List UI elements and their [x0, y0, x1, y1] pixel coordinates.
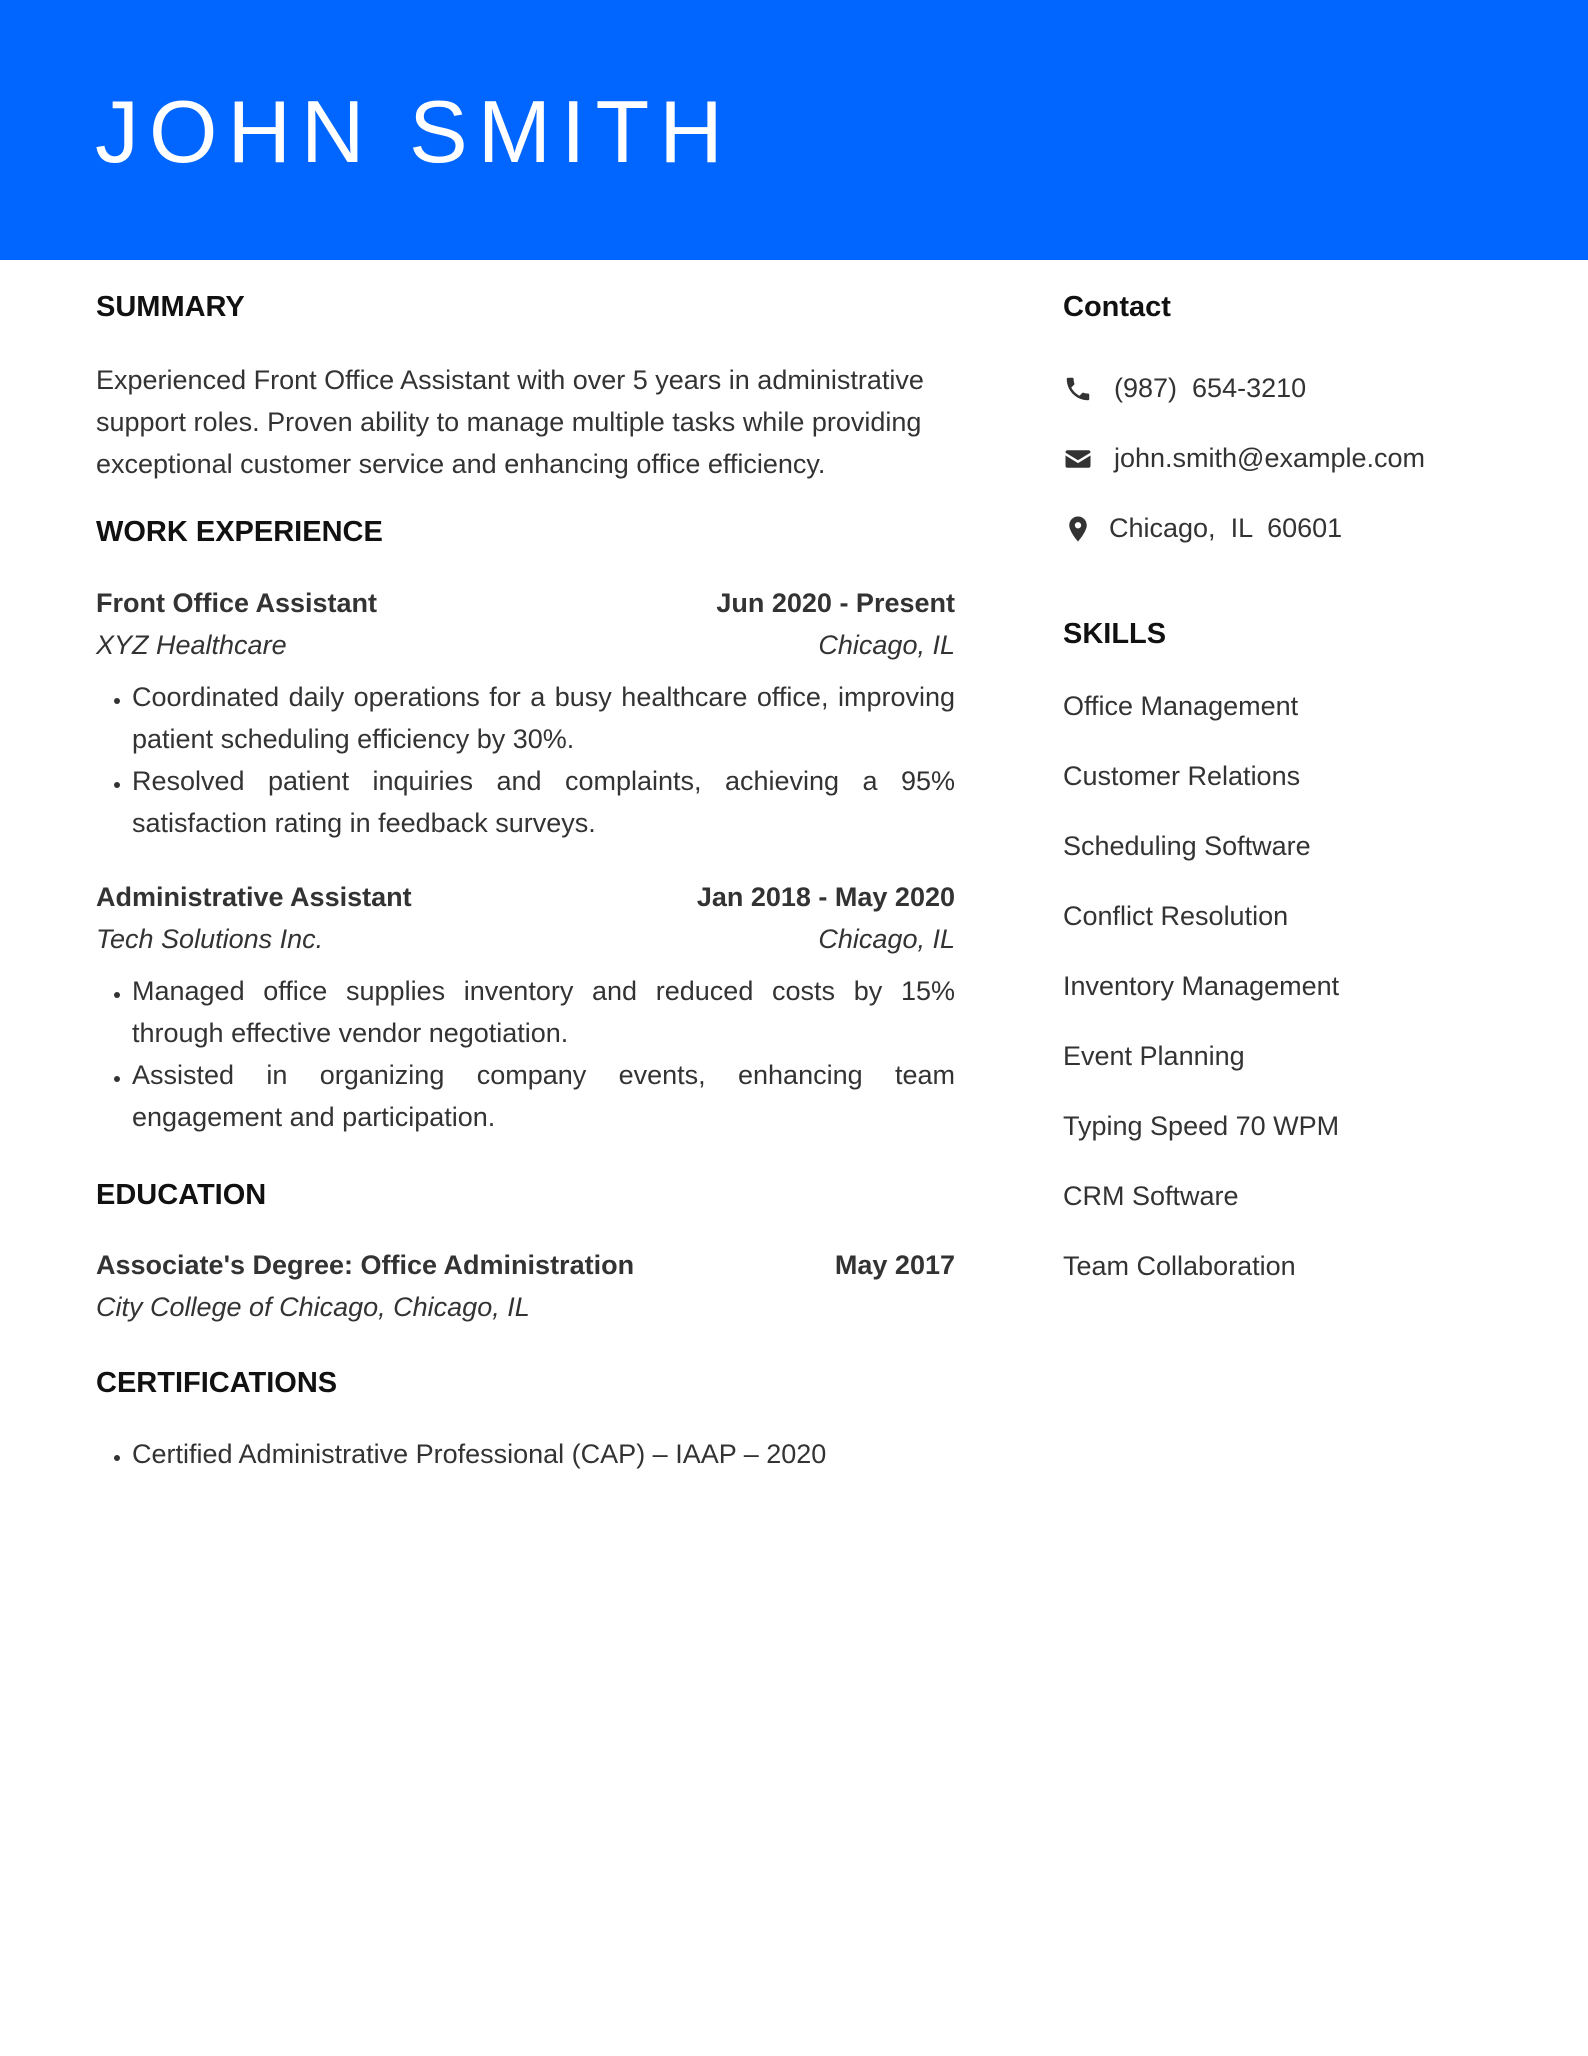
skill-item: Conflict Resolution: [1063, 900, 1289, 931]
job-bullet: • Assisted in organizing company events, enhancing team engagement and participation.: [132, 1054, 955, 1138]
summary-text: Experienced Front Office Assistant with over 5 years in administrative support roles. Proven ability to manage multiple tasks while providing exceptional customer service and enhancing office efficiency.: [96, 364, 924, 479]
skills-section: [1063, 617, 1533, 1316]
job-title-row: [96, 582, 955, 624]
job-company: Tech Solutions Inc.: [96, 923, 324, 954]
job-bullets: [96, 970, 955, 1138]
job-company-row: [96, 918, 955, 960]
job-dates: Jan 2018 - May 2020: [696, 881, 955, 912]
contact-location: [1063, 509, 1533, 549]
certification-item: • Certified Administrative Professional (CAP) – IAAP – 2020: [132, 1433, 955, 1475]
job-location: Chicago, IL: [818, 629, 955, 660]
skill-item: Office Management: [1063, 690, 1299, 721]
job-company: XYZ Healthcare: [96, 629, 287, 660]
contact-location-text: Chicago, IL 60601: [1109, 513, 1343, 544]
education-school: City College of Chicago, Chicago, IL: [96, 1292, 530, 1323]
certifications-section: [96, 1366, 955, 1475]
work-experience-section: [96, 515, 955, 1138]
education-section: [96, 1178, 955, 1329]
skill-item: Inventory Management: [1063, 970, 1340, 1001]
header-banner: [0, 0, 1588, 260]
certifications-heading: CERTIFICATIONS: [96, 1367, 338, 1400]
job-bullet: • Coordinated daily operations for a busy healthcare office, improving patient scheduling efficiency by 30%.: [132, 676, 955, 760]
job-dates: Jun 2020 - Present: [716, 587, 955, 618]
job-entry: [96, 876, 955, 1138]
contact-phone-text: (987) 654-3210: [1114, 373, 1307, 404]
contact-email: [1063, 439, 1533, 479]
skills-list: [1063, 686, 1533, 1316]
phone-icon: [1063, 374, 1093, 404]
education-entry: [96, 1244, 955, 1328]
job-bullet: • Resolved patient inquiries and complaints, achieving a 95% satisfaction rating in feedback surveys.: [132, 760, 955, 844]
skill-item: Team Collaboration: [1063, 1250, 1296, 1281]
summary-heading: SUMMARY: [96, 291, 245, 323]
education-date: May 2017: [834, 1250, 955, 1281]
education-school-row: [96, 1286, 955, 1328]
certifications-list: [96, 1433, 955, 1475]
education-degree-row: [96, 1244, 955, 1286]
contact-phone: [1063, 369, 1533, 409]
contact-section: [1063, 290, 1533, 549]
envelope-icon: [1063, 444, 1093, 474]
job-location: Chicago, IL: [818, 923, 955, 954]
skill-item: Typing Speed 70 WPM: [1063, 1110, 1340, 1141]
education-heading: EDUCATION: [96, 1178, 267, 1211]
education-degree: Associate's Degree: Office Administration: [96, 1250, 635, 1281]
contact-heading: Contact: [1063, 291, 1171, 323]
job-company-row: [96, 624, 955, 666]
sidebar-column: [1063, 290, 1533, 1316]
job-entry: [96, 582, 955, 844]
job-bullets: [96, 676, 955, 844]
job-role: Front Office Assistant: [96, 587, 378, 618]
job-title-row: [96, 876, 955, 918]
job-bullet: • Managed office supplies inventory and reduced costs by 15% through effective vendor negotiation.: [132, 970, 955, 1054]
skills-heading: SKILLS: [1063, 617, 1167, 650]
skill-item: Event Planning: [1063, 1040, 1245, 1071]
work-experience-heading: WORK EXPERIENCE: [96, 515, 383, 548]
contact-email-text: john.smith@example.com: [1114, 443, 1426, 474]
summary-section: [96, 290, 955, 485]
skill-item: Scheduling Software: [1063, 830, 1311, 861]
job-role: Administrative Assistant: [96, 881, 412, 912]
skill-item: Customer Relations: [1063, 760, 1301, 791]
skill-item: CRM Software: [1063, 1180, 1239, 1211]
main-column: [96, 290, 955, 1475]
candidate-name: JOHN SMITH: [95, 82, 733, 181]
map-pin-icon: [1063, 514, 1093, 544]
